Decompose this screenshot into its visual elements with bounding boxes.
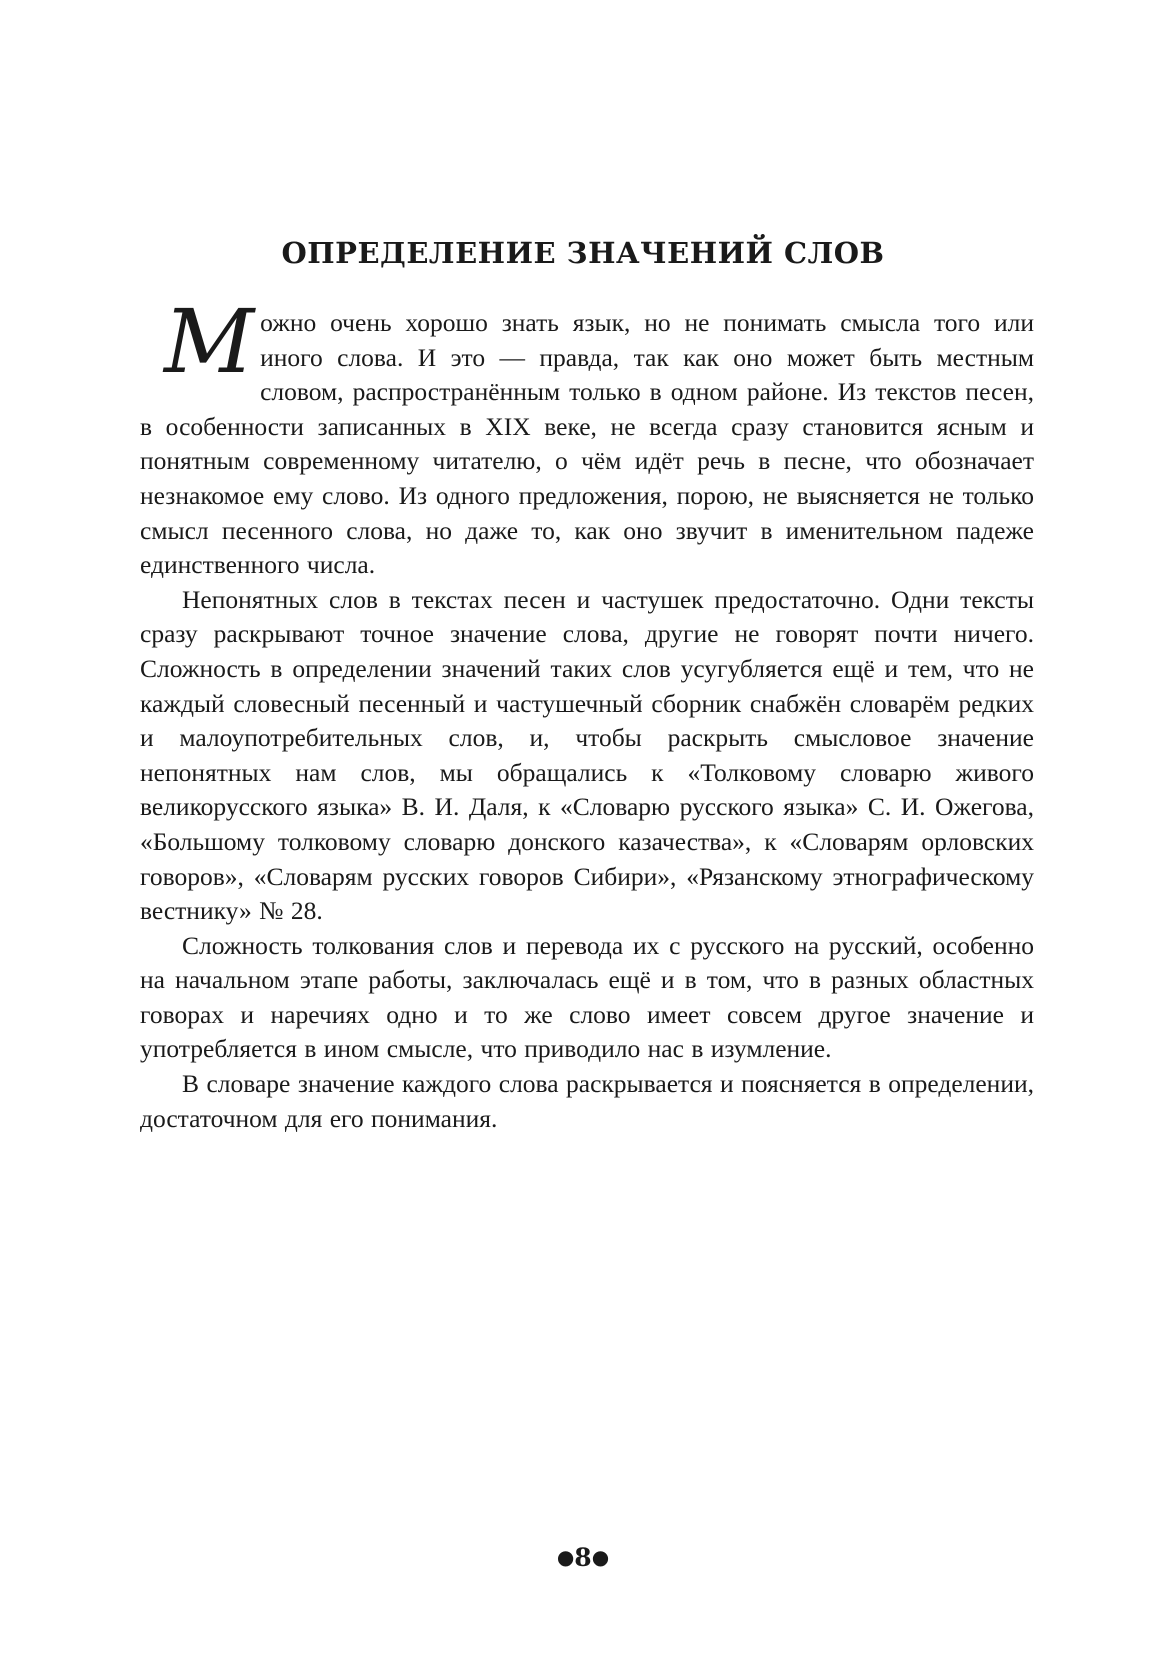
page-number bbox=[0, 1543, 1166, 1572]
bullet-left-icon: ● bbox=[556, 1545, 575, 1569]
paragraph-3: Сложность толкования слов и перевода их с русского на русский, особенно на начальном этапе работы, заключалась ещё и в том, что в разных областных говорах и наречиях одно и то же слово имеет совсем другое значение и употребляется в ином смысле, что приводило нас в изумление. bbox=[140, 930, 1034, 1064]
paragraph-1-text: ожно очень хорошо знать язык, но не понимать смысла того или иного слова. И это — правда, так как оно может быть местным словом, распространённым только в одном районе. Из текстов песен, в особенности записанных в XIX веке, не всегда сразу становится ясным и понятным современному читателю, о чём идёт речь в песне, что обозначает незнакомое ему слово. Из одного предложения, порою, не выясняется не только смысл песенного слова, но даже то, как оно звучит в именительном падеже единственного числа. bbox=[140, 308, 1034, 580]
paragraph-1 bbox=[140, 290, 1034, 583]
paragraph-4: В словаре значение каждого слова раскрывается и поясняется в определении, достаточном для его понимания. bbox=[140, 1069, 1034, 1133]
paragraph-2: Непонятных слов в текстах песен и частушек предостаточно. Одни тексты сразу раскрывают точное значение слова, другие не говорят почти ничего. Сложность в определении значений таких слов усугубляется ещё и тем, что не каждый словесный песенный и частушечный сборник снабжён словарём редких и малоупотребительных слов, и, чтобы раскрыть смысловое значение непонятных нам слов, мы обращались к «Толковому словарю живого великорусского языка» В. И. Даля, к «Словарю русского языка» С. И. Ожегова, «Большому толковому словарю донского казачества», к «Словарям орловских говоров», «Словарям русских говоров Сибири», «Рязанскому этнографическому вестнику» № 28. bbox=[140, 584, 1034, 926]
body-text bbox=[140, 290, 1034, 1136]
page-number-value: 8 bbox=[574, 1543, 592, 1572]
bullet-right-icon: ● bbox=[591, 1545, 610, 1569]
drop-cap: М bbox=[164, 290, 255, 393]
page-title: ОПРЕДЕЛЕНИЕ ЗНАЧЕНИЙ СЛОВ bbox=[281, 236, 885, 270]
